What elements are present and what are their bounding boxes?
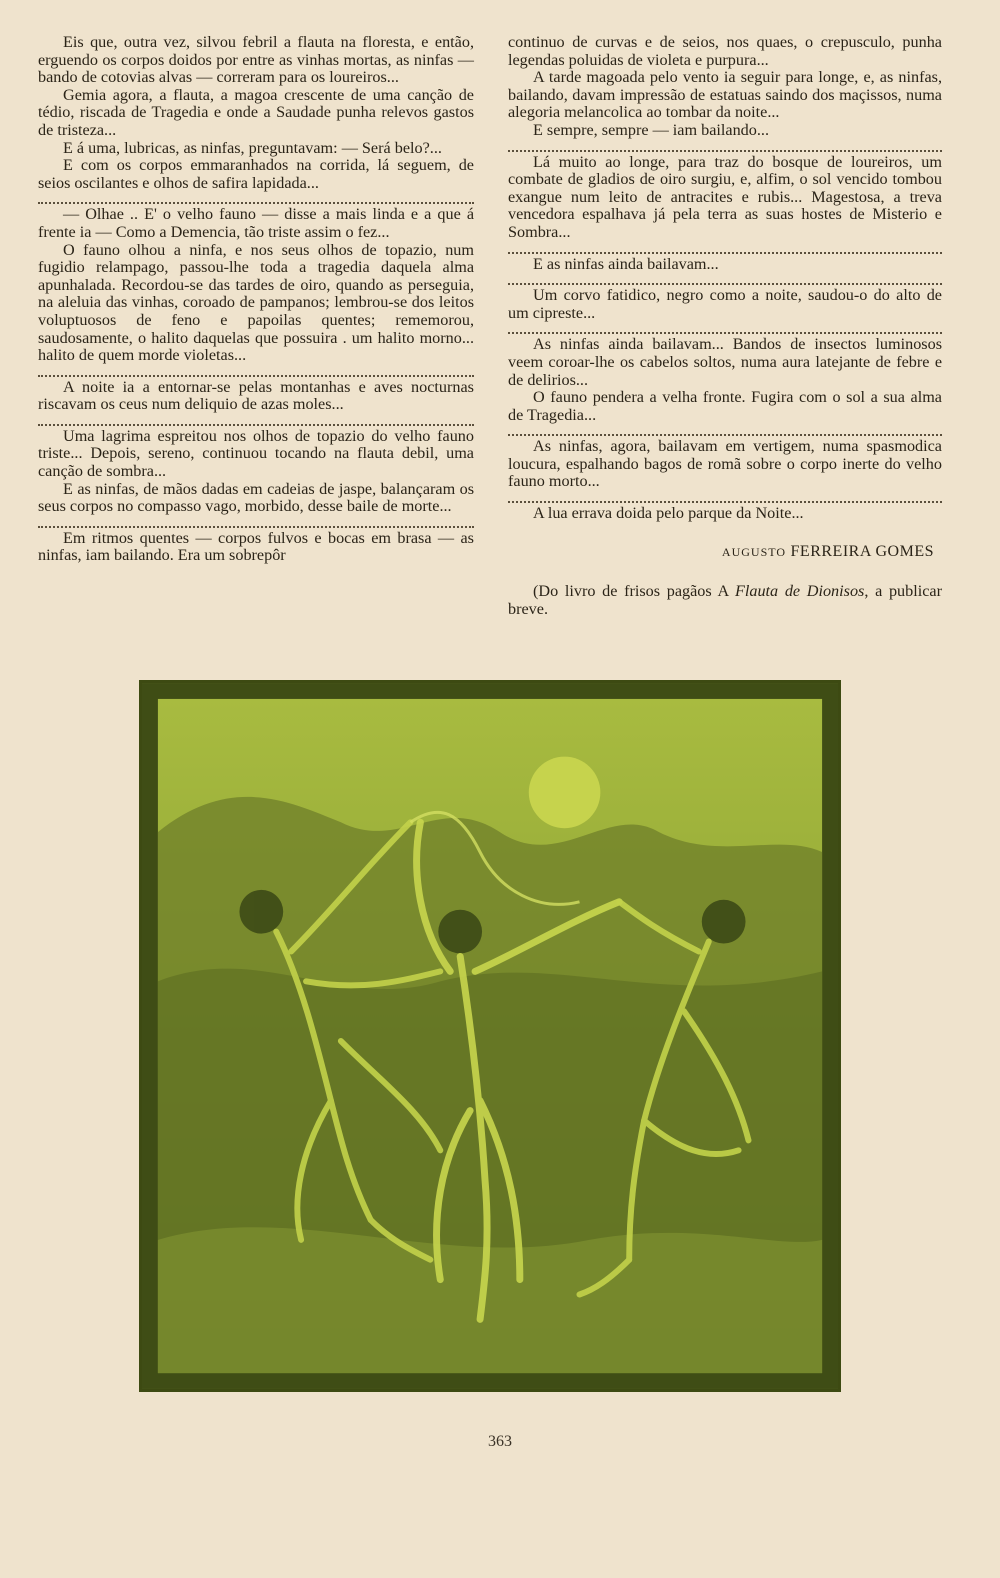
paragraph: O fauno olhou a ninfa, e nos seus olhos de topazio, num fugidio relampago, passou-lhe toda a tragedia daquela alma apunhalada. Recordou-se das tardes de oiro, quando as perseguia, na aleluia das vinhas, coroado de pampanos; lembrou-se dos leitos voluptuosos de feno e papoilas quentes; rememorou, saudosamente, o halito daquelas que possuira . um halito morno... halito de quem morde violetas... <box>38 240 474 365</box>
dotted-separator <box>38 193 474 204</box>
paragraph: E com os corpos emmaranhados na corrida, lá seguem, de seios oscilantes e olhos de safira lapidada... <box>38 156 474 192</box>
note-prefix: (Do livro de frisos pagãos A <box>533 582 735 601</box>
author-first-name: AUGUSTO <box>721 544 787 559</box>
author-signature <box>508 543 942 562</box>
dotted-separator <box>508 243 942 254</box>
paragraph: As ninfas, agora, bailavam em vertigem, numa spasmodica loucura, espalhando bagos de romã sobre o corpo inerte do velho fauno morto... <box>508 437 942 491</box>
dotted-separator <box>38 415 474 426</box>
paragraph: Em ritmos quentes — corpos fulvos e bocas em brasa — as ninfas, iam bailando. Era um sobrepôr <box>38 528 474 565</box>
right-text-column <box>508 34 942 618</box>
dotted-separator <box>508 141 942 152</box>
author-last-name: FERREIRA GOMES <box>786 542 934 560</box>
paragraph: As ninfas ainda bailavam... Bandos de insectos luminosos veem coroar-lhe os cabelos soltos, numa aura latejante de febre e de delirios... <box>508 335 942 389</box>
book-title: Flauta de Dionisos <box>734 582 865 601</box>
dotted-separator <box>508 425 942 436</box>
paragraph: Um corvo fatidico, negro como a noite, saudou-o do alto de um cipreste... <box>508 286 942 322</box>
moon <box>529 757 601 829</box>
dancing-nymphs-illustration <box>142 683 838 1389</box>
dotted-separator <box>38 517 474 528</box>
paragraph: A noite ia a entornar-se pelas montanhas e aves nocturnas riscavam os ceus num deliquio de azas moles... <box>38 377 474 414</box>
paragraph: Uma lagrima espreitou nos olhos de topazio do velho fauno triste... Depois, sereno, continuou tocando na flauta debil, uma canção de sombra... <box>38 426 474 481</box>
dotted-separator <box>38 366 474 377</box>
illustration-plate <box>139 680 841 1392</box>
paragraph: A tarde magoada pelo vento ia seguir para longe, e, as ninfas, bailando, davam impressão de estatuas saindo dos maçissos, numa alegoria melancolica ao tombar da noite... <box>508 68 942 122</box>
paragraph: — Olhae .. E' o velho fauno — disse a mais linda e a que á frente ia — Como a Demencia, tão triste assim o fez... <box>38 205 474 241</box>
paragraph: E á uma, lubricas, as ninfas, preguntavam: — Será belo?... <box>63 138 442 157</box>
dotted-separator <box>508 323 942 334</box>
paragraph: O fauno pendera a velha fronte. Fugira com o sol a sua alma de Tragedia... <box>508 388 942 424</box>
paragraph: Gemia agora, a flauta, a magoa crescente de uma canção de tédio, riscada de Tragedia e onde a Saudade punha relevos gastos de tristeza... <box>38 85 474 139</box>
paragraph: E as ninfas, de mãos dadas em cadeias de jaspe, balançaram os seus corpos no compasso vago, morbido, desse baile de morte... <box>38 479 474 516</box>
paragraph: Lá muito ao longe, para traz do bosque de loureiros, um combate de gladios de oiro surgiu, e, alfim, o sol vencido tombou exangue num leito de antracites e rubis... Magestosa, a treva vencedora espalhava já pela terra as suas hostes de Misterio e Sombra... <box>508 152 942 241</box>
paragraph: continuo de curvas e de seios, nos quaes, o crepusculo, punha legendas poluidas de violeta e purpura... <box>508 33 942 69</box>
paragraph: E as ninfas ainda bailavam... <box>533 254 719 273</box>
paragraph: E sempre, sempre — iam bailando... <box>533 120 769 139</box>
source-note <box>508 583 942 618</box>
dotted-separator <box>508 492 942 503</box>
note-suffix: , a publicar breve. <box>508 582 942 618</box>
left-text-column <box>38 34 474 565</box>
paragraph: Eis que, outra vez, silvou febril a flauta na floresta, e então, erguendo os corpos doidos por entre as vinhas mortas, as ninfas — bando de cotovias alvas — correram para os loureiros... <box>38 33 474 87</box>
paragraph: A lua errava doida pelo parque da Noite... <box>533 504 804 523</box>
page-number: 363 <box>488 1433 512 1450</box>
dotted-separator <box>508 274 942 285</box>
